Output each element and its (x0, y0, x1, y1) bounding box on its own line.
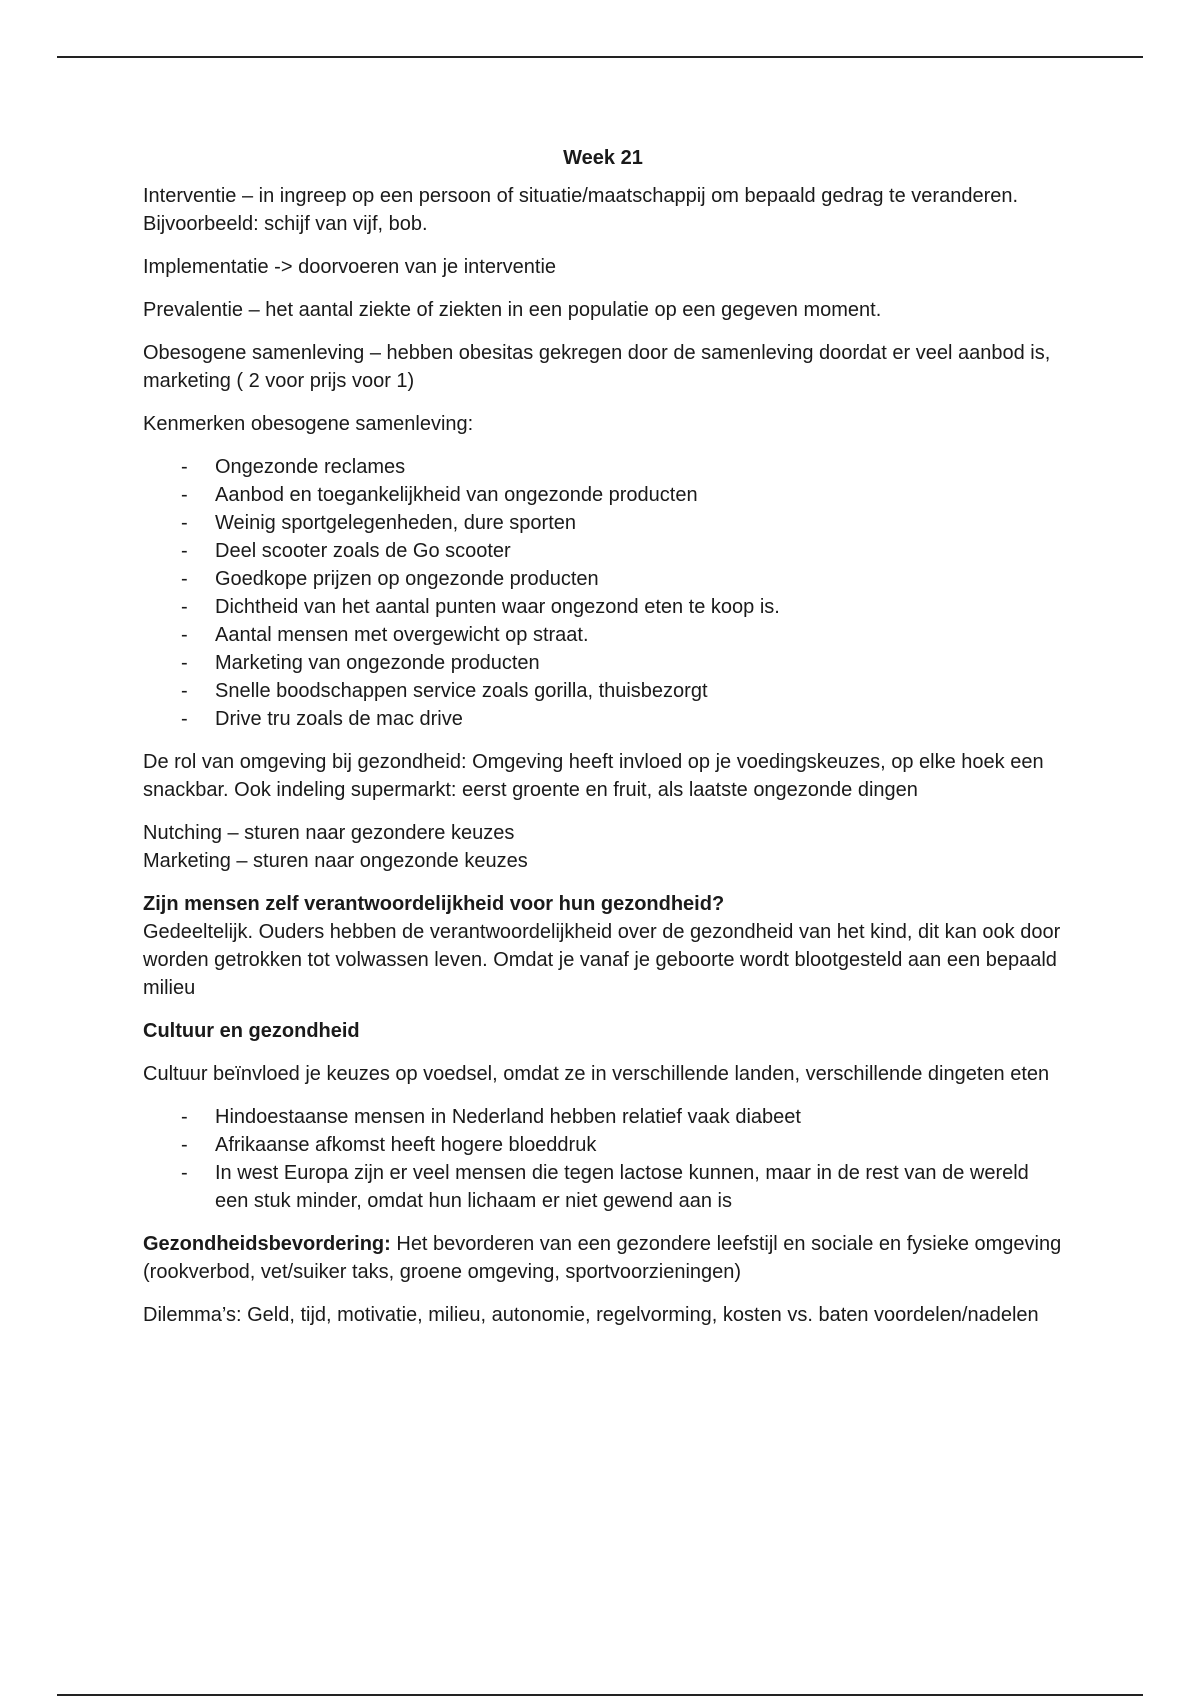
list-item: - Ongezonde reclames (143, 453, 1063, 481)
list-item: - Aantal mensen met overgewicht op straat. (143, 621, 1063, 649)
list-item: - Snelle boodschappen service zoals gorilla, thuisbezorgt (143, 677, 1063, 705)
paragraph-cultuur: Cultuur beïnvloed je keuzes op voedsel, omdat ze in verschillende landen, verschillende dingeten eten (143, 1063, 1050, 1085)
paragraph-gezondheidsbevordering (143, 1230, 1063, 1286)
footer-rule (57, 1694, 1143, 1696)
page-title: Week 21 (563, 147, 643, 169)
list-item: - Marketing van ongezonde producten (143, 649, 1063, 677)
list-item: - Weinig sportgelegenheden, dure sporten (143, 509, 1063, 537)
paragraph-prevalentie: Prevalentie – het aantal ziekte of ziekten in een populatie op een gegeven moment. (143, 299, 882, 321)
kenmerken-list (143, 453, 1063, 733)
cultuur-list (143, 1103, 1063, 1215)
list-item: - Deel scooter zoals de Go scooter (143, 537, 1063, 565)
gezondheidsbevordering-label: Gezondheidsbevordering: (143, 1233, 391, 1255)
paragraph-obesogene: Obesogene samenleving – hebben obesitas gekregen door de samenleving doordat er veel aanbod is, marketing ( 2 voor prijs voor 1) (143, 342, 1051, 392)
paragraph-marketing: Marketing – sturen naar ongezonde keuzes (143, 850, 528, 872)
paragraph-rol-omgeving: De rol van omgeving bij gezondheid: Omgeving heeft invloed op je voedingskeuzes, op elke hoek een snackbar. Ook indeling supermarkt: eerst groente en fruit, als laatste ongezonde dingen (143, 751, 1044, 801)
paragraph-verantwoordelijkheid: Gedeeltelijk. Ouders hebben de verantwoordelijkheid over de gezondheid van het kind, dit kan ook door worden getrokken tot volwassen leven. Omdat je vanaf je geboorte wordt blootgesteld aan een bepaald milieu (143, 921, 1061, 999)
paragraph-dilemmas: Dilemma’s: Geld, tijd, motivatie, milieu, autonomie, regelvorming, kosten vs. baten voordelen/nadelen (143, 1304, 1039, 1326)
heading-cultuur: Cultuur en gezondheid (143, 1020, 360, 1042)
list-item: - Drive tru zoals de mac drive (143, 705, 1063, 733)
list-item: - In west Europa zijn er veel mensen die tegen lactose kunnen, maar in de rest van de wereld een stuk minder, omdat hun lichaam er niet gewend aan is (143, 1159, 1063, 1215)
paragraph-interventie: Interventie – in ingreep op een persoon of situatie/maatschappij om bepaald gedrag te veranderen. Bijvoorbeeld: schijf van vijf, bob. (143, 185, 1019, 235)
list-item: - Dichtheid van het aantal punten waar ongezond eten te koop is. (143, 593, 1063, 621)
paragraph-implementatie: Implementatie -> doorvoeren van je interventie (143, 256, 557, 278)
heading-verantwoordelijkheid: Zijn mensen zelf verantwoordelijkheid voor hun gezondheid? (143, 893, 725, 915)
gezondheidsbevordering-text: Het bevorderen van een gezondere leefstijl en sociale en fysieke omgeving (rookverbod, vet/suiker taks, groene omgeving, sportvoorzieningen) (143, 1233, 1062, 1283)
header-rule (57, 56, 1143, 58)
paragraph-kenmerken-intro: Kenmerken obesogene samenleving: (143, 413, 474, 435)
paragraph-nutching: Nutching – sturen naar gezondere keuzes (143, 822, 515, 844)
list-item: - Afrikaanse afkomst heeft hogere bloeddruk (143, 1131, 1063, 1159)
list-item: - Aanbod en toegankelijkheid van ongezonde producten (143, 481, 1063, 509)
list-item: - Goedkope prijzen op ongezonde producten (143, 565, 1063, 593)
list-item: - Hindoestaanse mensen in Nederland hebben relatief vaak diabeet (143, 1103, 1063, 1131)
document-body (143, 140, 1063, 1344)
